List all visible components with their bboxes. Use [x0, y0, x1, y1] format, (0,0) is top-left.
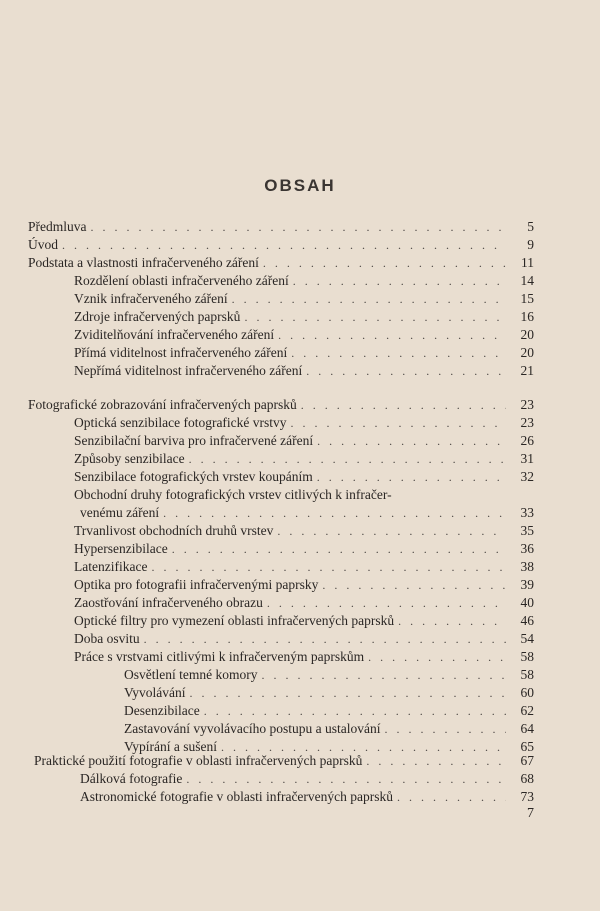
toc-entry	[28, 254, 534, 272]
toc-leader-dots	[317, 432, 506, 450]
toc-entry-page: 11	[521, 255, 534, 270]
toc-entry-page: 65	[520, 739, 534, 754]
toc-entry-title: Astronomické fotografie v oblasti infračervených paprsků	[80, 789, 394, 804]
toc-leader-dots	[366, 752, 506, 770]
toc-entry	[74, 486, 534, 504]
toc-leader-dots	[277, 522, 506, 540]
toc-entry-title: Optické filtry pro vymezení oblasti infračervených paprsků	[74, 613, 395, 628]
toc-leader-dots	[232, 290, 506, 308]
toc-entry-title: Optická senzibilace fotografické vrstvy	[74, 415, 287, 430]
toc-entry-page: 26	[520, 433, 534, 448]
toc-entry-title: venému záření	[80, 505, 160, 520]
toc-entry-page: 46	[520, 613, 534, 628]
toc-entry	[74, 576, 534, 594]
toc-entry	[124, 720, 534, 738]
toc-entry-title: Obchodní druhy fotografických vrstev citlivých k infračer-	[74, 487, 392, 502]
toc-entry	[74, 308, 534, 326]
toc-leader-dots	[306, 362, 506, 380]
toc-entry-title: Rozdělení oblasti infračerveného záření	[74, 273, 289, 288]
toc-entry-page: 20	[520, 327, 534, 342]
toc-leader-dots	[278, 326, 506, 344]
toc-entry-title: Latenzifikace	[74, 559, 148, 574]
toc-entry	[80, 770, 534, 788]
toc-entry-page: 16	[520, 309, 534, 324]
toc-leader-dots	[190, 684, 507, 702]
toc-entry-title: Vypírání a sušení	[124, 739, 217, 754]
toc-entry	[28, 236, 534, 254]
toc-entry	[74, 630, 534, 648]
toc-entry-title: Vznik infračerveného záření	[74, 291, 228, 306]
toc-entry-page: 67	[520, 753, 534, 768]
toc-entry-title: Trvanlivost obchodních druhů vrstev	[74, 523, 274, 538]
toc-entry-page: 33	[520, 505, 534, 520]
toc-entry	[124, 684, 534, 702]
toc-entry	[74, 272, 534, 290]
toc-leader-dots	[261, 666, 506, 684]
toc-leader-dots	[293, 272, 506, 290]
toc-entry-title: Zastavování vyvolávacího postupu a ustalování	[124, 721, 381, 736]
toc-entry-title: Senzibilace fotografických vrstev koupáním	[74, 469, 313, 484]
toc-entry-page: 35	[520, 523, 534, 538]
toc-entry-title: Praktické použití fotografie v oblasti infračervených paprsků	[34, 753, 363, 768]
toc-entry	[80, 788, 534, 806]
toc-entry-title: Zdroje infračervených paprsků	[74, 309, 241, 324]
toc-leader-dots	[368, 648, 506, 666]
toc-entry-title: Podstata a vlastnosti infračerveného záření	[28, 255, 259, 270]
toc-entry-page: 39	[520, 577, 534, 592]
toc-leader-dots	[322, 576, 506, 594]
toc-entry-title: Zaostřování infračerveného obrazu	[74, 595, 263, 610]
toc-leader-dots	[186, 770, 506, 788]
toc-entry-title: Doba osvitu	[74, 631, 140, 646]
toc-entry-page: 58	[520, 649, 534, 664]
toc-entry-page: 14	[520, 273, 534, 288]
page-number: 7	[527, 806, 534, 821]
toc-entry	[74, 594, 534, 612]
toc-entry-title: Způsoby senzibilace	[74, 451, 185, 466]
toc-entry-page: 5	[527, 219, 534, 234]
toc-leader-dots	[267, 594, 506, 612]
toc-entry	[74, 540, 534, 558]
toc-leader-dots	[317, 468, 506, 486]
toc-entry-page: 60	[520, 685, 534, 700]
toc-leader-dots	[189, 450, 506, 468]
toc-leader-dots	[204, 702, 506, 720]
toc-entry	[124, 666, 534, 684]
toc-entry	[74, 432, 534, 450]
toc-leader-dots	[163, 504, 506, 522]
toc-entry	[124, 702, 534, 720]
toc-entry-title: Desenzibilace	[124, 703, 200, 718]
toc-entry-title: Úvod	[28, 237, 58, 252]
toc-entry	[74, 468, 534, 486]
toc-entry	[74, 290, 534, 308]
toc-entry-title: Zviditelňování infračerveného záření	[74, 327, 275, 342]
toc-entry-title: Předmluva	[28, 219, 87, 234]
toc-entry-page: 58	[520, 667, 534, 682]
toc-entry-title: Senzibilační barviva pro infračervené záření	[74, 433, 314, 448]
toc-leader-dots	[397, 788, 506, 806]
toc-entry-page: 21	[520, 363, 534, 378]
page-title: OBSAH	[264, 176, 336, 195]
toc-leader-dots	[244, 308, 506, 326]
toc-entry-page: 40	[520, 595, 534, 610]
toc-entry-title: Nepřímá viditelnost infračerveného záření	[74, 363, 303, 378]
toc-leader-dots	[291, 414, 506, 432]
toc-entry-page: 38	[520, 559, 534, 574]
toc-entry	[74, 344, 534, 362]
toc-entry-page: 23	[520, 415, 534, 430]
toc-entry-page: 20	[520, 345, 534, 360]
toc-entry	[74, 450, 534, 468]
toc-entry	[28, 218, 534, 236]
toc-entry	[74, 612, 534, 630]
toc-entry-page: 36	[520, 541, 534, 556]
toc-leader-dots	[263, 254, 506, 272]
toc-entry-page: 15	[520, 291, 534, 306]
toc-entry-page: 68	[520, 771, 534, 786]
toc-entry-page: 9	[527, 237, 534, 252]
toc-entry-page: 62	[520, 703, 534, 718]
toc-entry-page: 64	[520, 721, 534, 736]
toc-entry-title: Osvětlení temné komory	[124, 667, 258, 682]
toc-entry-title: Vyvolávání	[124, 685, 186, 700]
toc-entry	[74, 522, 534, 540]
toc-leader-dots	[62, 236, 506, 254]
toc-entry-title: Přímá viditelnost infračerveného záření	[74, 345, 288, 360]
toc-leader-dots	[91, 218, 507, 236]
toc-entry-page: 73	[520, 789, 534, 804]
toc-entry	[74, 362, 534, 380]
toc-entry-title: Optika pro fotografii infračervenými paprsky	[74, 577, 319, 592]
toc-leader-dots	[398, 612, 506, 630]
toc-leader-dots	[384, 720, 506, 738]
toc-entry-title: Fotografické zobrazování infračervených paprsků	[28, 397, 297, 412]
toc-entry	[74, 648, 534, 666]
toc-entry	[74, 558, 534, 576]
toc-leader-dots	[291, 344, 506, 362]
toc-entry-title: Práce s vrstvami citlivými k infračerveným paprskům	[74, 649, 365, 664]
toc-leader-dots	[301, 396, 506, 414]
toc-entry	[74, 326, 534, 344]
toc-entry-title: Hypersenzibilace	[74, 541, 168, 556]
toc-leader-dots	[151, 558, 506, 576]
toc-entry	[80, 504, 534, 522]
toc-entry-page: 31	[520, 451, 534, 466]
toc-entry	[34, 752, 534, 770]
toc-entry-page: 32	[520, 469, 534, 484]
toc-entry-title: Dálková fotografie	[80, 771, 183, 786]
toc-leader-dots	[144, 630, 506, 648]
toc-leader-dots	[172, 540, 506, 558]
toc-entry-page: 23	[520, 397, 534, 412]
toc-entry	[74, 414, 534, 432]
toc-entry-page: 54	[520, 631, 534, 646]
toc-entry	[28, 396, 534, 414]
